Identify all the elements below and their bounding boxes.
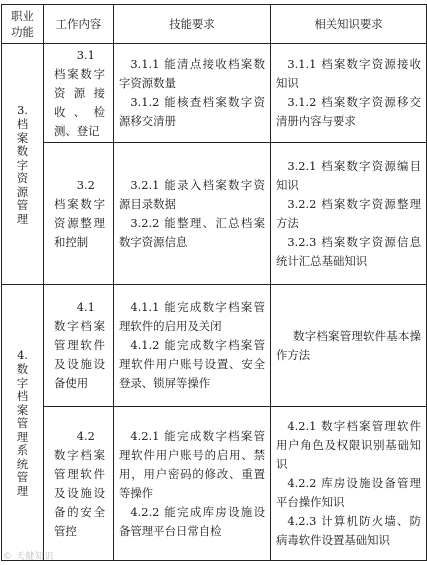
table-row	[2, 143, 427, 285]
knowledge-item: 3.1.2 档案数字资源移交清册内容与要求	[276, 95, 421, 128]
table-row	[2, 44, 427, 143]
table-row	[2, 407, 427, 561]
function-cell	[2, 44, 44, 285]
knowledge-item: 3.2.2 档案数字资源整理方法	[276, 196, 421, 230]
skill-item: 4.1.2 能完成数字档案管理软件用户账号设置、安全登录、锁屏等操作	[119, 338, 265, 390]
skill-item: 4.2.2 能完成库房设施设备管理平台日常自检	[119, 504, 265, 538]
function-name: 数字档案管理系统管理	[16, 362, 29, 498]
knowledge-cell	[271, 44, 427, 143]
knowledge-item: 3.2.3 档案数字资源信息统计汇总基础知识	[276, 234, 421, 268]
header-row	[2, 5, 427, 44]
knowledge-cell	[271, 143, 427, 285]
header-content: 工作内容	[44, 5, 114, 44]
skill-item: 4.1.1 能完成数字档案管理软件的启用及关闭	[119, 300, 265, 333]
knowledge-item: 3.1.1 档案数字资源接收知识	[276, 57, 421, 90]
skill-item: 3.2.1 能录入档案数字资源目录数据	[119, 177, 265, 211]
watermark: © 天健知识	[3, 552, 54, 562]
skill-item: 3.2.2 能整理、汇总档案数字资源信息	[119, 215, 265, 249]
knowledge-item: 4.2.3 计算机防火墙、防病毒软件设置基础知识	[276, 514, 421, 547]
work-content-cell: 3.2 档案数字资源整理和控制	[44, 143, 114, 285]
occupational-standard-table	[1, 4, 427, 561]
header-skill: 技能要求	[114, 5, 271, 44]
skill-item: 3.1.2 能核查档案数字资源移交清册	[119, 95, 265, 128]
work-content-cell: 4.1 数字档案管理软件及设施设备使用	[44, 285, 114, 407]
header-function: 职业功能	[2, 5, 44, 44]
skill-cell	[114, 407, 271, 561]
skill-item: 3.1.1 能清点接收档案数字资源数量	[119, 57, 265, 90]
header-knowledge: 相关知识要求	[271, 5, 427, 44]
function-number: 3.	[17, 103, 28, 117]
knowledge-item: 4.2.1 数字档案管理软件用户角色及权限识别基础知识	[276, 419, 421, 471]
knowledge-cell	[271, 285, 427, 407]
function-cell	[2, 285, 44, 561]
work-content-cell: 3.1 档案数字资源接收、检测、登记	[44, 44, 114, 143]
skill-cell	[114, 44, 271, 143]
work-content-cell: 4.2 数字档案管理软件及设施设备的安全管控	[44, 407, 114, 561]
function-name: 档案数字资源管理	[16, 117, 29, 226]
knowledge-item: 3.2.1 档案数字资源编目知识	[276, 158, 421, 192]
knowledge-item: 数字档案管理软件基本操作方法	[276, 328, 421, 362]
knowledge-item: 4.2.2 库房设施设备管理平台操作知识	[276, 476, 421, 509]
table-row	[2, 285, 427, 407]
skill-cell	[114, 285, 271, 407]
function-number: 4.	[17, 348, 28, 362]
skill-cell	[114, 143, 271, 285]
knowledge-cell	[271, 407, 427, 561]
skill-item: 4.2.1 能完成数字档案管理软件用户账号的启用、禁用，用户密码的修改、重置等操作	[119, 428, 265, 500]
